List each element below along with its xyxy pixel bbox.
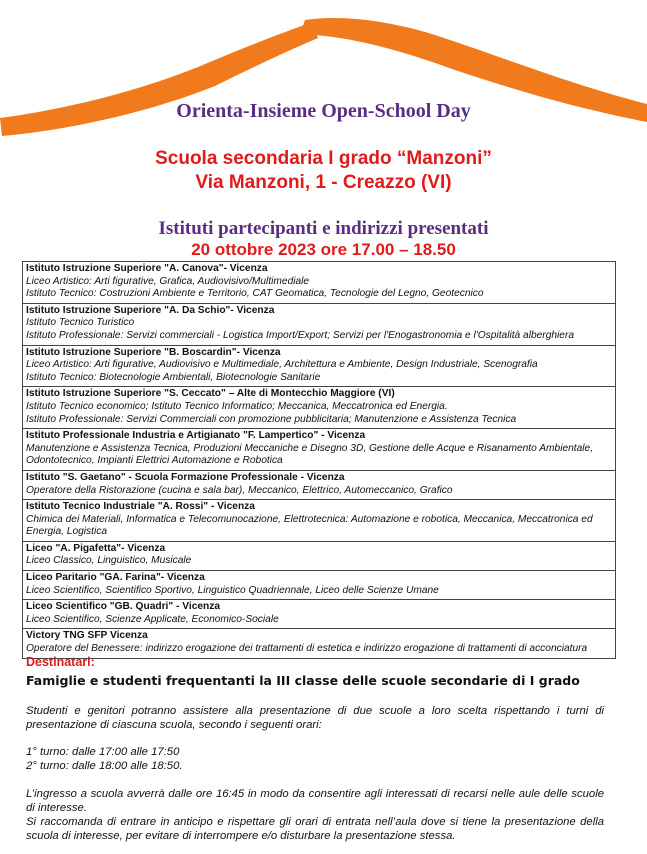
- institute-row: [23, 500, 616, 542]
- institute-program-line: Liceo Scientifico, Scienze Applicate, Economico-Sociale: [26, 613, 279, 625]
- institute-cell: [23, 262, 616, 304]
- institute-cell: [23, 387, 616, 429]
- institute-program-line: Istituto Tecnico Turistico: [26, 317, 135, 329]
- entry-note: L’ingresso a scuola avverrà dalle ore 16:45 in modo da consentire agli interessati di recarsi nelle aule delle scuole di interesse.: [26, 788, 604, 814]
- school-address: Via Manzoni, 1 - Creazzo (VI): [195, 172, 452, 193]
- institute-name: Istituto Professionale Industria e Artigianato "F. Lampertico" - Vicenza: [26, 430, 366, 442]
- institute-program-line: Operatore della Ristorazione (cucina e sala bar), Meccanico, Elettrico, Automeccanico, Grafico: [26, 484, 453, 496]
- institute-name: Istituto Tecnico Industriale "A. Rossi" - Vicenza: [26, 501, 255, 513]
- institute-program-line: Istituto Tecnico: Costruzioni Ambiente e Territorio, CAT Geomatica, Tecnologie del Legno, Geotecnico: [26, 288, 484, 300]
- event-title: Orienta-Insieme Open-School Day: [176, 100, 471, 122]
- recipients-label: Destinatari:: [26, 655, 95, 669]
- recipients-text: Famiglie e studenti frequentanti la III classe delle scuole secondarie di I grado: [26, 673, 580, 688]
- institute-name: Istituto Istruzione Superiore "A. Da Schio"- Vicenza: [26, 304, 275, 316]
- institutes-table: [22, 261, 616, 659]
- institute-program-line: Istituto Tecnico: Biotecnologie Ambientali, Biotecnologie Sanitarie: [26, 371, 321, 383]
- institute-name: Liceo Paritario "GA. Farina"- Vicenza: [26, 572, 205, 584]
- event-date: 20 ottobre 2023 ore 17.00 – 18.50: [191, 240, 456, 259]
- institute-row: [23, 470, 616, 499]
- recommendation-note: Si raccomanda di entrare in anticipo e rispettare gli orari di entrata nell’aula dove si tiene la presentazione della scuola di interesse, per evitare di interrompere e/o disturbare la presentazione stessa.: [26, 816, 604, 842]
- institute-cell: [23, 470, 616, 499]
- institute-name: Istituto Istruzione Superiore "S. Ceccato" – Alte di Montecchio Maggiore (VI): [26, 388, 395, 400]
- institute-program-line: Istituto Tecnico economico; Istituto Tecnico Informatico; Meccanica, Meccatronica ed Energia.: [26, 400, 448, 412]
- institute-cell: [23, 429, 616, 471]
- institute-row: [23, 541, 616, 570]
- institute-program-line: Liceo Scientifico, Scientifico Sportivo, Linguistico Quadriennale, Liceo delle Scienze Umane: [26, 584, 439, 596]
- institute-name: Istituto Istruzione Superiore "A. Canova"- Vicenza: [26, 263, 268, 274]
- institute-row: [23, 600, 616, 629]
- section-title: Istituti partecipanti e indirizzi presentati: [158, 218, 489, 239]
- institute-cell: [23, 500, 616, 542]
- institute-program-line: Liceo Classico, Linguistico, Musicale: [26, 555, 192, 567]
- institute-row: [23, 345, 616, 387]
- school-name: Scuola secondaria I grado “Manzoni”: [155, 148, 492, 169]
- institute-program-line: Manutenzione e Assistenza Tecnica, Produzioni Meccaniche e Disegno 3D, Gestione delle Acque e Risanamento Ambientale, Odontotecnico, Impianti Elettrici Automazione e Robotica: [26, 442, 594, 467]
- institute-cell: [23, 629, 616, 658]
- institute-cell: [23, 571, 616, 600]
- institute-name: Liceo "A. Pigafetta"- Vicenza: [26, 542, 166, 554]
- institute-name: Victory TNG SFP Vicenza: [26, 630, 148, 642]
- institute-program-line: Liceo Artistico: Arti figurative, Grafica, Audiovisivo/Multimediale: [26, 275, 310, 287]
- institute-cell: [23, 600, 616, 629]
- institute-program-line: Liceo Artistico: Arti figurative, Audiovisivo e Multimediale, Architettura e Ambiente, Design Industriale, Scenografia: [26, 359, 538, 371]
- institute-row: [23, 303, 616, 345]
- institute-row: [23, 387, 616, 429]
- institute-name: Liceo Scientifico "GB. Quadri" - Vicenza: [26, 601, 221, 613]
- institute-row: [23, 429, 616, 471]
- institute-cell: [23, 303, 616, 345]
- institute-program-line: Operatore del Benessere: indirizzo erogazione dei trattamenti di estetica e indirizzo erogazione di trattamenti di acconciatura: [26, 643, 588, 655]
- institute-name: Istituto Istruzione Superiore "B. Boscardin"- Vicenza: [26, 346, 281, 358]
- institute-name: Istituto "S. Gaetano" - Scuola Formazione Professionale - Vicenza: [26, 471, 345, 483]
- institute-row: [23, 629, 616, 658]
- turn-2: 2° turno: dalle 18:00 alle 18:50.: [26, 760, 183, 772]
- institute-row: [23, 262, 616, 304]
- intro-paragraph: Studenti e genitori potranno assistere alla presentazione di due scuole a loro scelta rispettando i turni di presentazione di ciascuna scuola, secondo i seguenti orari:: [26, 705, 604, 731]
- institute-row: [23, 571, 616, 600]
- institute-program-line: Istituto Professionale: Servizi Commerciali con promozione pubblicitaria; Manutenzione e Assistenza Tecnica: [26, 413, 517, 425]
- institute-cell: [23, 541, 616, 570]
- institute-program-line: Chimica dei Materiali, Informatica e Telecomunocazione, Elettrotecnica: Automazione e robotica, Meccanica, Meccatronica ed Energia, Logistica: [26, 513, 593, 538]
- turn-1: 1° turno: dalle 17:00 alle 17:50: [26, 746, 180, 758]
- institute-cell: [23, 345, 616, 387]
- institute-program-line: Istituto Professionale: Servizi commerciali - Logistica Import/Export; Servizi per l'Enogastronomia e l'Ospitalità alberghiera: [26, 329, 575, 341]
